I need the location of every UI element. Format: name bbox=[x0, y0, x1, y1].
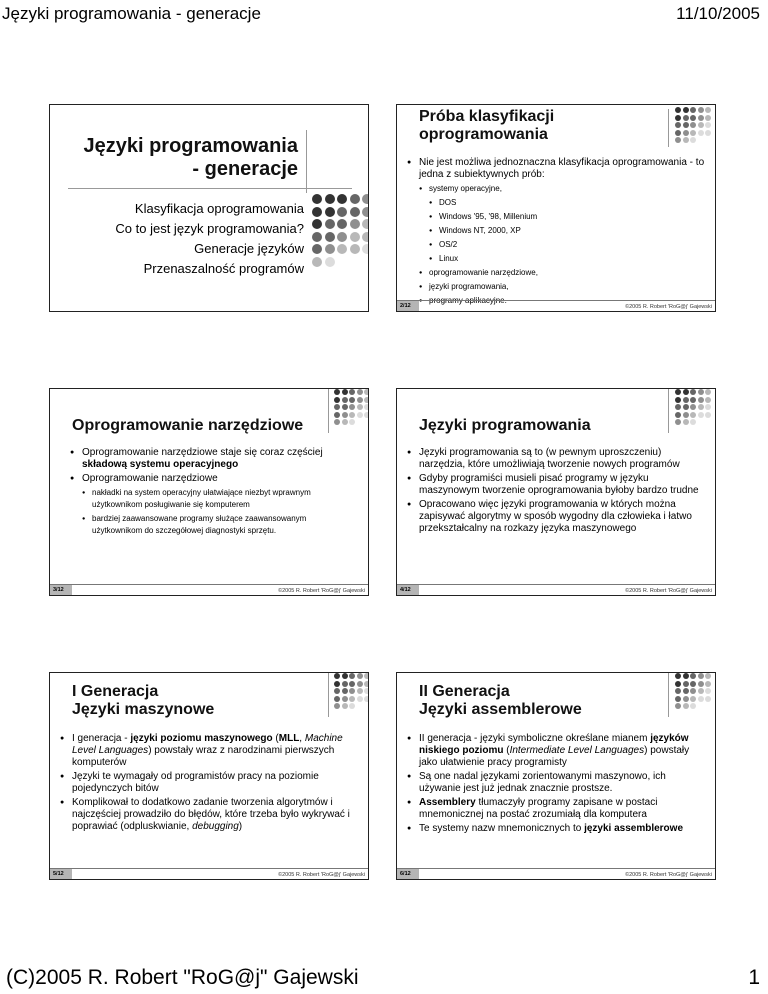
bullet: ● Opracowano więc języki programowania w których można zapisywać algorytmy w sposób wygodny dla człowieka i łatwo przekształcalny na rozkazy języka maszynowego bbox=[407, 499, 707, 535]
slide-5 bbox=[49, 672, 369, 880]
slide-title-line: Języki maszynowe bbox=[72, 701, 215, 718]
slide-number: 5/12 bbox=[50, 869, 72, 879]
decorative-dots-icon bbox=[675, 389, 711, 425]
bullet-text: ( bbox=[503, 745, 510, 756]
page-number: 1 bbox=[748, 966, 760, 989]
bullet-text: ) powstały wraz z narodzinami pierwszych komputerów bbox=[72, 745, 335, 768]
decorative-dots-icon bbox=[334, 673, 369, 709]
slide-copyright: ©2005 R. Robert 'RoG@j' Gajewski bbox=[625, 304, 712, 310]
bullet: ● Oprogramowanie narzędziowe bbox=[70, 473, 350, 485]
bullet-text: tłumaczyły programy zapisane w postaci mnemonicznej na postać zrozumiałą dla komputera bbox=[419, 797, 658, 820]
bullet-text-bold: składową systemu operacyjnego bbox=[82, 459, 239, 470]
bullet: ● Nie jest możliwa jednoznaczna klasyfikacja oprogramowania - to jedna z subiektywnych prób: bbox=[407, 157, 707, 181]
slide-1 bbox=[49, 104, 369, 312]
sub-bullet: ● bardziej zaawansowane programy służące zaawansowanym użytkownikom do szczegółowej diagnostyki sprzętu. bbox=[82, 513, 350, 537]
bullet: ● Języki programowania są to (w pewnym uproszczeniu) narzędzia, które umożliwiają tworzenie nowych programów bbox=[407, 447, 707, 471]
sub-bullet: ● Windows '95, '98, Millenium bbox=[429, 211, 707, 223]
slide-footer bbox=[397, 300, 715, 311]
sub-bullet: ● OS/2 bbox=[429, 239, 707, 251]
bullet-list bbox=[60, 733, 360, 835]
bullet: ● Gdyby programiści musieli pisać programy w języku maszynowym tworzenie oprogramowania byłoby bardzo trudne bbox=[407, 473, 707, 497]
bullet-list bbox=[407, 733, 707, 837]
bullet bbox=[407, 797, 707, 821]
slide-title bbox=[419, 683, 582, 719]
bullet-text-bold: języki poziomu maszynowego bbox=[130, 733, 273, 744]
bullet-list bbox=[70, 447, 350, 539]
bullet-text-italic: debugging bbox=[192, 821, 239, 832]
slide-footer bbox=[50, 584, 368, 595]
bullet bbox=[407, 823, 707, 835]
divider bbox=[328, 389, 329, 433]
page-footer-author: (C)2005 R. Robert "RoG@j" Gajewski bbox=[6, 966, 359, 989]
slide-footer bbox=[397, 584, 715, 595]
slide-number: 3/12 bbox=[50, 585, 72, 595]
agenda-item: Co to jest język programowania? bbox=[115, 221, 304, 236]
bullet-text-bold: MLL bbox=[278, 733, 300, 744]
slide-number: 6/12 bbox=[397, 869, 419, 879]
divider bbox=[668, 109, 669, 147]
bullet-text-bold: języków niskiego poziomu bbox=[419, 733, 689, 756]
slide-4 bbox=[396, 388, 716, 596]
bullet-text: ) powstały jako ułatwienie pracy programisty bbox=[419, 745, 690, 768]
slide-2 bbox=[396, 104, 716, 312]
agenda-list bbox=[115, 199, 304, 279]
divider bbox=[306, 130, 307, 193]
slide-title-line: I Generacja bbox=[72, 683, 159, 700]
bullet bbox=[60, 733, 360, 769]
agenda-item: Generacje języków bbox=[194, 241, 304, 256]
slide-title: Próba klasyfikacji oprogramowania bbox=[419, 108, 555, 144]
divider-horizontal bbox=[68, 188, 352, 189]
bullet-text: II generacja - języki symboliczne określane mianem bbox=[419, 733, 651, 744]
bullet bbox=[60, 797, 360, 833]
bullet-text-bold: języki assemblerowe bbox=[584, 823, 684, 834]
bullet-text-bold: Assemblery bbox=[419, 797, 476, 808]
slide-title: Języki programowania - generacje bbox=[83, 135, 298, 180]
divider bbox=[668, 673, 669, 717]
agenda-item: Przenaszalność programów bbox=[143, 261, 304, 276]
bullet-text: , bbox=[299, 733, 305, 744]
slide-footer bbox=[397, 868, 715, 879]
slide-title-line: II Generacja bbox=[419, 683, 510, 700]
bullet: ● Są one nadal językami zorientowanymi maszynowo, ich używanie jest już jednak znacznie prostsze. bbox=[407, 771, 707, 795]
sub-bullet: ● DOS bbox=[429, 197, 707, 209]
slide-number: 2/12 bbox=[397, 301, 419, 311]
slide-copyright: ©2005 R. Robert 'RoG@j' Gajewski bbox=[278, 588, 365, 594]
decorative-dots-icon bbox=[675, 673, 711, 709]
bullet-text-italic: Intermediate Level Languages bbox=[509, 745, 645, 756]
bullet: ● Języki te wymagały od programistów pracy na poziomie pojedynczych bitów bbox=[60, 771, 360, 795]
sub-bullet: ● oprogramowanie narzędziowe, bbox=[419, 267, 707, 279]
decorative-dots-icon bbox=[675, 107, 711, 143]
divider bbox=[668, 389, 669, 433]
slide-title-line: Języki assemblerowe bbox=[419, 701, 582, 718]
bullet bbox=[407, 733, 707, 769]
sub-bullet: ● systemy operacyjne, bbox=[419, 183, 707, 195]
slide-footer bbox=[50, 868, 368, 879]
sub-bullet: ● Linux bbox=[429, 253, 707, 265]
decorative-dots-icon bbox=[334, 389, 369, 425]
sub-bullet: ● Windows NT, 2000, XP bbox=[429, 225, 707, 237]
slide-title: Języki programowania bbox=[419, 417, 591, 434]
sub-bullet: ● nakładki na system operacyjny ułatwiające niezbyt wprawnym użytkownikom posługiwanie się komputerem bbox=[82, 487, 350, 511]
bullet-text: Komplikował to dodatkowo zadanie tworzenia algorytmów i najczęściej prowadziło do błędów, które trzeba było wykrywać i poprawiać (odpluskwianie, bbox=[72, 797, 350, 832]
sub-bullet: ● programy aplikacyjne. bbox=[419, 295, 707, 307]
slide-title: Oprogramowanie narzędziowe bbox=[72, 417, 304, 434]
agenda-item: Klasyfikacja oprogramowania bbox=[134, 201, 304, 216]
bullet-list bbox=[407, 447, 707, 537]
page-header-title: Języki programowania - generacje bbox=[2, 4, 261, 23]
slide-copyright: ©2005 R. Robert 'RoG@j' Gajewski bbox=[278, 872, 365, 878]
bullet-text: I generacja - bbox=[72, 733, 131, 744]
bullet bbox=[70, 447, 350, 471]
slide-title bbox=[72, 683, 214, 719]
bullet-text: Oprogramowanie narzędziowe staje się coraz częściej bbox=[82, 447, 323, 458]
slide-3 bbox=[49, 388, 369, 596]
decorative-dots-icon bbox=[312, 194, 369, 267]
slide-copyright: ©2005 R. Robert 'RoG@j' Gajewski bbox=[625, 872, 712, 878]
sub-bullet: ● języki programowania, bbox=[419, 281, 707, 293]
bullet-text-italic: Machine Level Languages bbox=[72, 733, 343, 756]
page-header-date: 11/10/2005 bbox=[676, 4, 760, 23]
bullet-text: ( bbox=[272, 733, 279, 744]
divider bbox=[328, 673, 329, 717]
slide-number: 4/12 bbox=[397, 585, 419, 595]
slide-6 bbox=[396, 672, 716, 880]
bullet-list bbox=[407, 157, 707, 309]
bullet-text: Te systemy nazw mnemonicznych to bbox=[419, 823, 585, 834]
bullet-text: ) bbox=[238, 821, 243, 832]
slide-copyright: ©2005 R. Robert 'RoG@j' Gajewski bbox=[625, 588, 712, 594]
